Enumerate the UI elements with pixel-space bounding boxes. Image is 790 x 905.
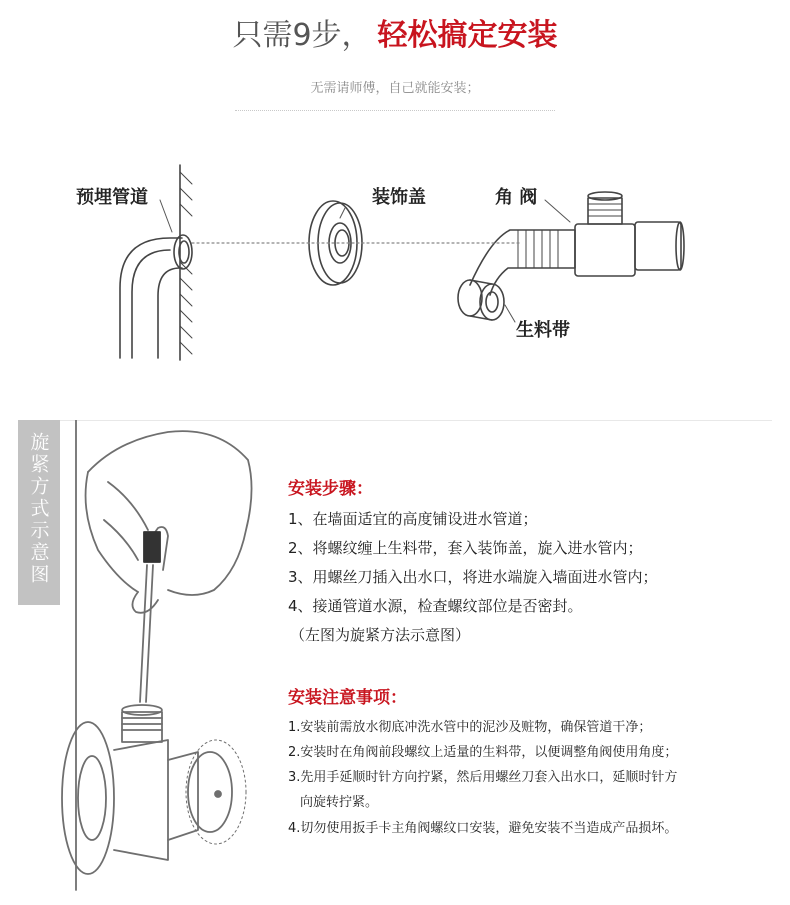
page-subtitle: 无需请师傅，自己就能安装；: [310, 81, 480, 96]
label-angle-valve: 角 阀: [495, 187, 538, 208]
note-item: 4.切勿使用扳手卡主角阀螺纹口安装，避免安装不当造成产品损坏。: [288, 821, 678, 836]
title-red-part: 轻松搞定安装: [377, 18, 558, 53]
note-item: 2.安装时在角阀前段螺纹上适量的生料带，以便调整角阀使用角度；: [288, 745, 678, 760]
step-item: 1、在墙面适宜的高度铺设进水管道；: [288, 510, 538, 528]
note-item-continuation: 向旋转拧紧。: [300, 795, 379, 810]
step-item: 4、接通管道水源，检查螺纹部位是否密封。: [288, 597, 583, 615]
header-divider: [235, 110, 555, 111]
label-embedded-pipe: 预埋管道: [76, 187, 148, 208]
installation-parts-diagram: [0, 120, 790, 380]
note-item: 1.安装前需放水彻底冲洗水管中的泥沙及赃物，确保管道干净；: [288, 720, 652, 735]
page-title: [0, 14, 790, 58]
steps-note: （左图为旋紧方法示意图）: [290, 626, 471, 644]
thread-tape-illustration: [458, 280, 504, 320]
embedded-pipe-illustration: [120, 235, 192, 358]
notes-heading: 安装注意事项：: [288, 688, 407, 708]
side-tab-text: 旋紧方式示意图: [27, 432, 50, 586]
side-tab-label: [18, 420, 60, 605]
label-decorative-cover: 装饰盖: [372, 187, 426, 208]
note-item: 3.先用手延顺时针方向拧紧，然后用螺丝刀套入出水口，延顺时针方: [288, 770, 678, 785]
label-thread-tape: 生料带: [516, 320, 570, 341]
step-item: 2、将螺纹缠上生料带，套入装饰盖，旋入进水管内；: [288, 539, 643, 557]
step-item: 3、用螺丝刀插入出水口，将进水端旋入墙面进水管内；: [288, 568, 658, 586]
title-light-part: 只需9步，: [232, 18, 372, 53]
steps-heading: 安装步骤：: [288, 479, 373, 499]
